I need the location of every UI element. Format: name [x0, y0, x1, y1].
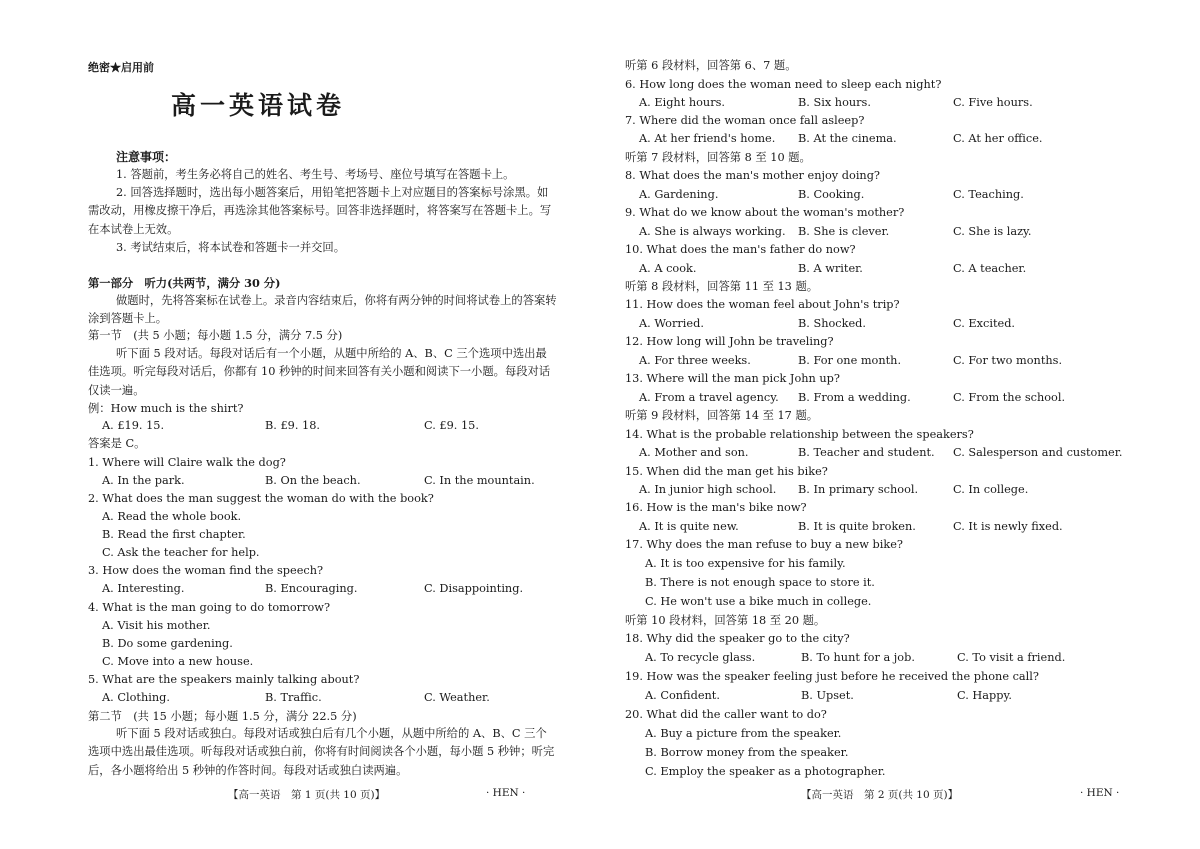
question-12: 12. How long will John be traveling? [625, 335, 834, 348]
q10-option-c: C. A teacher. [953, 262, 1027, 275]
section1-intro: 听下面 5 段对话。每段对话后有一个小题，从题中所给的 A、B、C 三个选项中选出最佳选项。听完每段对话后，你都有 10 秒钟的时间来回答有关小题和阅读下一小题。每段对话仅读一遍。 [88, 347, 551, 397]
q16-option-c: C. It is newly fixed. [953, 520, 1063, 533]
q4-option-b: B. Do some gardening. [102, 637, 233, 650]
q5-option-a: A. Clothing. [102, 691, 170, 704]
material-9-heading: 听第 9 段材料，回答第 14 至 17 题。 [625, 409, 819, 422]
q20-option-a: A. Buy a picture from the speaker. [645, 727, 842, 740]
question-14: 14. What is the probable relationship between the speakers? [625, 428, 974, 441]
q12-option-c: C. For two months. [953, 354, 1063, 367]
question-5: 5. What are the speakers mainly talking about? [88, 673, 360, 686]
q15-option-c: C. In college. [953, 483, 1029, 496]
confidential-mark: 绝密★启用前 [88, 61, 154, 74]
q4-option-a: A. Visit his mother. [102, 619, 211, 632]
q11-option-b: B. Shocked. [798, 317, 866, 330]
question-19: 19. How was the speaker feeling just before he received the phone call? [625, 670, 1039, 683]
q16-option-a: A. It is quite new. [639, 520, 739, 533]
notice-item-1: 1. 答题前，考生务必将自己的姓名、考生号、考场号、座位号填写在答题卡上。 [116, 168, 515, 181]
q2-option-b: B. Read the first chapter. [102, 528, 246, 541]
q7-option-a: A. At her friend's home. [639, 132, 776, 145]
example-question: 例：How much is the shirt? [88, 402, 244, 415]
question-15: 15. When did the man get his bike? [625, 465, 828, 478]
q8-option-a: A. Gardening. [639, 188, 719, 201]
question-17: 17. Why does the man refuse to buy a new bike? [625, 538, 903, 551]
q5-option-b: B. Traffic. [265, 691, 322, 704]
part1-heading: 第一部分 听力(共两节，满分 30 分) [88, 276, 281, 290]
material-7-heading: 听第 7 段材料，回答第 8 至 10 题。 [625, 151, 811, 164]
q10-option-a: A. A cook. [639, 262, 697, 275]
q15-option-b: B. In primary school. [798, 483, 919, 496]
material-10-heading: 听第 10 段材料，回答第 18 至 20 题。 [625, 614, 826, 627]
q17-option-b: B. There is not enough space to store it. [645, 576, 875, 589]
q14-option-a: A. Mother and son. [639, 446, 749, 459]
example-answer: 答案是 C。 [88, 437, 146, 450]
section2-heading: 第二节 (共 15 小题；每小题 1.5 分，满分 22.5 分) [88, 710, 357, 723]
question-6: 6. How long does the woman need to sleep each night? [625, 78, 942, 91]
q16-option-b: B. It is quite broken. [798, 520, 916, 533]
part1-intro: 做题时，先将答案标在试卷上。录音内容结束后，你将有两分钟的时间将试卷上的答案转涂到答题卡上。 [88, 294, 557, 326]
q18-option-b: B. To hunt for a job. [801, 651, 915, 664]
question-2: 2. What does the man suggest the woman do with the book? [88, 492, 434, 505]
example-option-b: B. £9. 18. [265, 419, 321, 432]
q5-option-c: C. Weather. [424, 691, 490, 704]
q8-option-b: B. Cooking. [798, 188, 865, 201]
q17-option-a: A. It is too expensive for his family. [645, 557, 846, 570]
question-20: 20. What did the caller want to do? [625, 708, 827, 721]
question-9: 9. What do we know about the woman's mother? [625, 206, 905, 219]
q1-option-a: A. In the park. [102, 474, 185, 487]
q19-option-b: B. Upset. [801, 689, 854, 702]
question-18: 18. Why did the speaker go to the city? [625, 632, 850, 645]
page-code-right: · HEN · [1080, 787, 1120, 799]
question-11: 11. How does the woman feel about John's trip? [625, 298, 900, 311]
q7-option-b: B. At the cinema. [798, 132, 897, 145]
q12-option-b: B. For one month. [798, 354, 902, 367]
q11-option-a: A. Worried. [639, 317, 704, 330]
q20-option-b: B. Borrow money from the speaker. [645, 746, 849, 759]
question-1: 1. Where will Claire walk the dog? [88, 456, 286, 469]
q6-option-b: B. Six hours. [798, 96, 871, 109]
right-page [625, 0, 1123, 849]
q14-option-c: C. Salesperson and customer. [953, 446, 1123, 459]
q1-option-b: B. On the beach. [265, 474, 361, 487]
q15-option-a: A. In junior high school. [639, 483, 777, 496]
q2-option-c: C. Ask the teacher for help. [102, 546, 260, 559]
q3-option-a: A. Interesting. [102, 582, 185, 595]
q6-option-c: C. Five hours. [953, 96, 1033, 109]
left-page [88, 0, 558, 849]
q13-option-c: C. From the school. [953, 391, 1066, 404]
q9-option-b: B. She is clever. [798, 225, 890, 238]
question-3: 3. How does the woman find the speech? [88, 564, 324, 577]
q18-option-c: C. To visit a friend. [957, 651, 1066, 664]
section1-heading: 第一节 (共 5 小题；每小题 1.5 分，满分 7.5 分) [88, 329, 343, 342]
question-13: 13. Where will the man pick John up? [625, 372, 840, 385]
q2-option-a: A. Read the whole book. [102, 510, 242, 523]
q3-option-c: C. Disappointing. [424, 582, 524, 595]
question-4: 4. What is the man going to do tomorrow? [88, 601, 331, 614]
q9-option-a: A. She is always working. [639, 225, 786, 238]
example-option-c: C. £9. 15. [424, 419, 479, 432]
q13-option-a: A. From a travel agency. [639, 391, 779, 404]
question-16: 16. How is the man's bike now? [625, 501, 807, 514]
q13-option-b: B. From a wedding. [798, 391, 911, 404]
question-8: 8. What does the man's mother enjoy doing? [625, 169, 880, 182]
q19-option-a: A. Confident. [645, 689, 720, 702]
q9-option-c: C. She is lazy. [953, 225, 1032, 238]
q20-option-c: C. Employ the speaker as a photographer. [645, 765, 886, 778]
example-option-a: A. £19. 15. [102, 419, 165, 432]
q1-option-c: C. In the mountain. [424, 474, 535, 487]
page-footer-left: 【高一英语 第 1 页(共 10 页)】 [228, 789, 386, 801]
q17-option-c: C. He won't use a bike much in college. [645, 595, 872, 608]
notice-item-3: 3. 考试结束后，将本试卷和答题卡一并交回。 [116, 241, 346, 254]
section2-intro: 听下面 5 段对话或独白。每段对话或独白后有几个小题，从题中所给的 A、B、C 三个选项中选出最佳选项。听每段对话或独白前，你将有时间阅读各个小题，每小题 5 秒钟；听完后，各小题将给出 5 秒钟的作答时间。每段对话或独白读两遍。 [88, 727, 555, 777]
q18-option-a: A. To recycle glass. [645, 651, 756, 664]
q7-option-c: C. At her office. [953, 132, 1043, 145]
q14-option-b: B. Teacher and student. [798, 446, 935, 459]
page-title: 高一英语试卷 [170, 91, 345, 120]
q8-option-c: C. Teaching. [953, 188, 1024, 201]
q3-option-b: B. Encouraging. [265, 582, 358, 595]
q6-option-a: A. Eight hours. [639, 96, 725, 109]
notice-heading: 注意事项： [116, 150, 177, 164]
q19-option-c: C. Happy. [957, 689, 1012, 702]
page-code-left: · HEN · [486, 787, 526, 799]
q10-option-b: B. A writer. [798, 262, 863, 275]
q4-option-c: C. Move into a new house. [102, 655, 254, 668]
material-8-heading: 听第 8 段材料，回答第 11 至 13 题。 [625, 280, 819, 293]
notice-item-2: 2. 回答选择题时，选出每小题答案后，用铅笔把答题卡上对应题目的答案标号涂黑。如需改动，用橡皮擦干净后，再选涂其他答案标号。回答非选择题时，将答案写在答题卡上。写在本试卷上无效。 [88, 186, 552, 236]
question-7: 7. Where did the woman once fall asleep? [625, 114, 865, 127]
q11-option-c: C. Excited. [953, 317, 1016, 330]
question-10: 10. What does the man's father do now? [625, 243, 856, 256]
material-6-heading: 听第 6 段材料，回答第 6、7 题。 [625, 59, 797, 72]
q12-option-a: A. For three weeks. [639, 354, 751, 367]
page-footer-right: 【高一英语 第 2 页(共 10 页)】 [801, 789, 959, 801]
